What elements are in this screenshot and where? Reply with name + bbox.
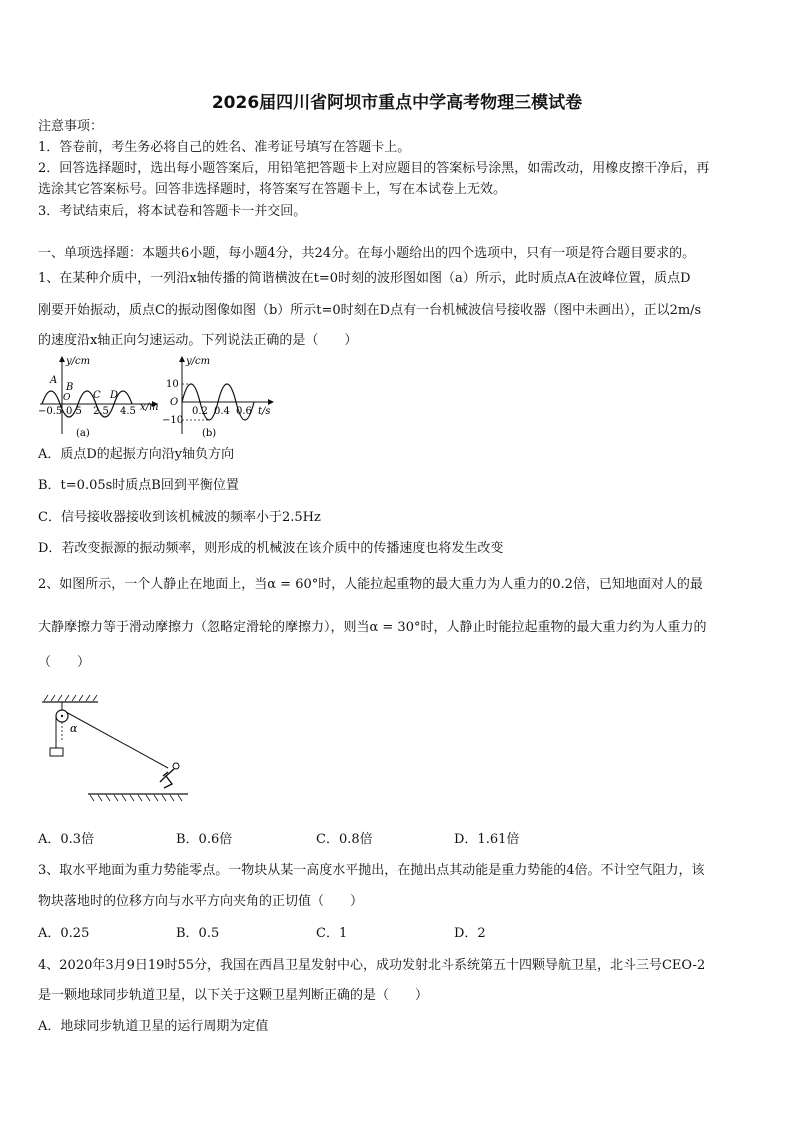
q3-option: D．2: [454, 926, 486, 941]
section-heading: 一、单项选择题：本题共6小题，每小题4分，共24分。在每小题给出的四个选项中，只有一项是符合题目要求的。: [38, 246, 696, 261]
q2-option: B．0.6倍: [176, 832, 233, 847]
q1-option: A．质点D的起振方向沿y轴负方向: [38, 447, 235, 462]
q4-stem-line: 是一颗地球同步轨道卫星，以下关于这颗卫星判断正确的是（ ）: [38, 988, 429, 1003]
notice-item: 2．回答选择题时，选出每小题答案后，用铅笔把答题卡上对应题目的答案标号涂黑，如需改动，用橡皮擦干净后，再: [38, 161, 710, 176]
q3-option: C．1: [316, 926, 348, 941]
point-label: O: [63, 393, 71, 403]
point-label: C: [93, 390, 101, 401]
q2-option: D．1.61倍: [454, 832, 520, 847]
q1-stem-line: 刚要开始振动，质点C的振动图像如图（b）所示t=0时刻在D点有一台机械波信号接收器（图中未画出），正以2m/s: [38, 303, 702, 318]
tick-label: −10: [162, 415, 184, 426]
q1-stem-line: 的速度沿x轴正向匀速运动。下列说法正确的是（ ）: [38, 333, 358, 348]
tick-label: 2.5: [93, 406, 109, 417]
q3-option: A．0.25: [38, 926, 90, 941]
axis-label: x/m: [140, 402, 159, 413]
axis-label: t/s: [258, 406, 271, 417]
q4-option: A．地球同步轨道卫星的运行周期为定值: [38, 1019, 269, 1034]
figure-caption: (a): [76, 428, 90, 439]
q2-option: C．0.8倍: [316, 832, 373, 847]
tick-label: −0.5: [38, 406, 63, 417]
pulley-diagram: [38, 690, 198, 810]
notice-item: 1．答卷前，考生务必将自己的姓名、准考证号填写在答题卡上。: [38, 140, 411, 155]
axis-label: y/cm: [186, 356, 211, 367]
point-label: B: [66, 382, 74, 393]
figure-caption: (b): [202, 428, 217, 439]
tick-label: 10: [166, 379, 179, 390]
q3-stem-line: 3、取水平地面为重力势能零点。一物块从某一高度水平抛出，在抛出点其动能是重力势能的4倍。不计空气阻力，该: [38, 863, 705, 878]
page-title: 2026届四川省阿坝市重点中学高考物理三模试卷: [211, 93, 583, 113]
axis-label: y/cm: [66, 356, 91, 367]
vibration-graph-b: [160, 352, 280, 440]
point-label: A: [50, 375, 58, 386]
tick-label: 0.6: [236, 406, 252, 417]
q1-option: D．若改变振源的振动频率，则形成的机械波在该介质中的传播速度也将发生改变: [38, 541, 504, 556]
tick-label: O: [170, 397, 179, 408]
q3-stem-line: 物块落地时的位移方向与水平方向夹角的正切值（ ）: [38, 894, 364, 909]
q1-stem-line: 1、在某种介质中，一列沿x轴传播的简谐横波在t=0时刻的波形图如图（a）所示，此时质点A在波峰位置，质点D: [38, 271, 691, 286]
q3-option: B．0.5: [176, 926, 220, 941]
q2-stem-line: 2、如图所示，一个人静止在地面上，当α = 60°时，人能拉起重物的最大重力为人重力的0.2倍，已知地面对人的最: [38, 577, 703, 592]
tick-label: 4.5: [120, 406, 136, 417]
q4-stem-line: 4、2020年3月9日19时55分，我国在西昌卫星发射中心，成功发射北斗系统第五十四颗导航卫星，北斗三号CEO-2: [38, 958, 706, 973]
tick-label: 0.4: [214, 406, 230, 417]
q2-stem-line: 大静摩擦力等于滑动摩擦力（忽略定滑轮的摩擦力），则当α = 30°时，人静止时能拉起重物的最大重力约为人重力的: [38, 620, 707, 635]
angle-label: α: [70, 722, 78, 735]
notice-item: 选涂其它答案标号。回答非选择题时，将答案写在答题卡上，写在本试卷上无效。: [38, 182, 507, 197]
wave-graph-a: [38, 352, 168, 440]
notice-item: 3．考试结束后，将本试卷和答题卡一并交回。: [38, 204, 307, 219]
tick-label: 0.5: [66, 406, 82, 417]
tick-label: 0.2: [192, 406, 208, 417]
q2-stem-line: （ ）: [38, 655, 91, 670]
point-label: D: [110, 390, 119, 401]
q1-option: C．信号接收器接收到该机械波的频率小于2.5Hz: [38, 510, 321, 525]
q2-option: A．0.3倍: [38, 832, 95, 847]
notice-heading: 注意事项：: [38, 119, 104, 134]
q1-option: B．t=0.05s时质点B回到平衡位置: [38, 478, 239, 493]
